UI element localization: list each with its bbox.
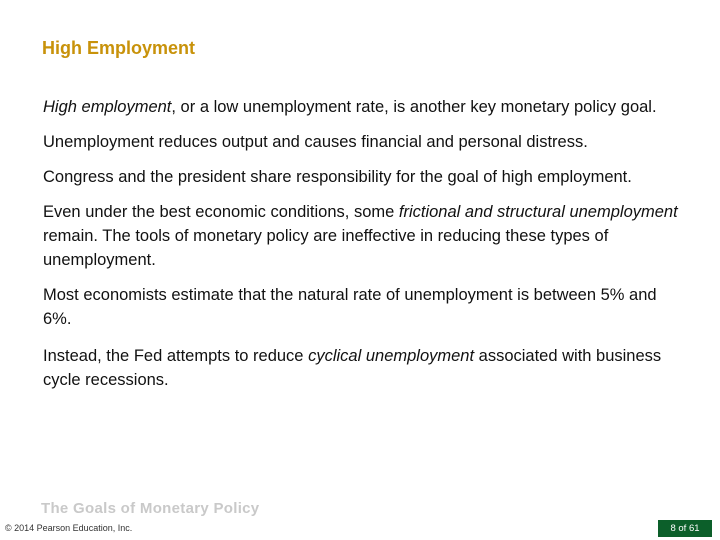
paragraph-run: Unemployment reduces output and causes financial and personal distress. — [43, 133, 588, 151]
paragraph-run: Instead, the Fed attempts to reduce — [43, 347, 309, 365]
paragraph — [43, 165, 688, 189]
paragraph — [43, 130, 688, 154]
slide-body — [43, 95, 688, 403]
section-label: The Goals of Monetary Policy — [41, 500, 260, 517]
paragraph — [43, 344, 688, 392]
paragraph-run: remain. The tools of monetary policy are ineffective in reducing these types of unemployment. — [43, 227, 609, 269]
page-indicator: 8 of 61 — [658, 520, 712, 537]
copyright-notice: © 2014 Pearson Education, Inc. — [5, 523, 133, 533]
paragraph — [43, 95, 688, 119]
paragraph-run: Even under the best economic conditions, some — [43, 203, 399, 221]
paragraph — [43, 200, 688, 272]
slide-title: High Employment — [42, 38, 196, 58]
paragraph-run: Most economists estimate that the natural rate of unemployment is between 5% and 6%. — [43, 286, 657, 328]
paragraph-run: cyclical unemployment — [308, 347, 475, 365]
paragraph — [43, 283, 688, 331]
paragraph-run: associated with business cycle recessions. — [43, 347, 662, 389]
paragraph-run: , or a low unemployment rate, is another key monetary policy goal. — [171, 98, 657, 116]
paragraph-run: High employment — [43, 98, 172, 116]
paragraph-run: Congress and the president share responsibility for the goal of high employment. — [43, 168, 632, 186]
paragraph-run: frictional and structural unemployment — [398, 203, 678, 221]
